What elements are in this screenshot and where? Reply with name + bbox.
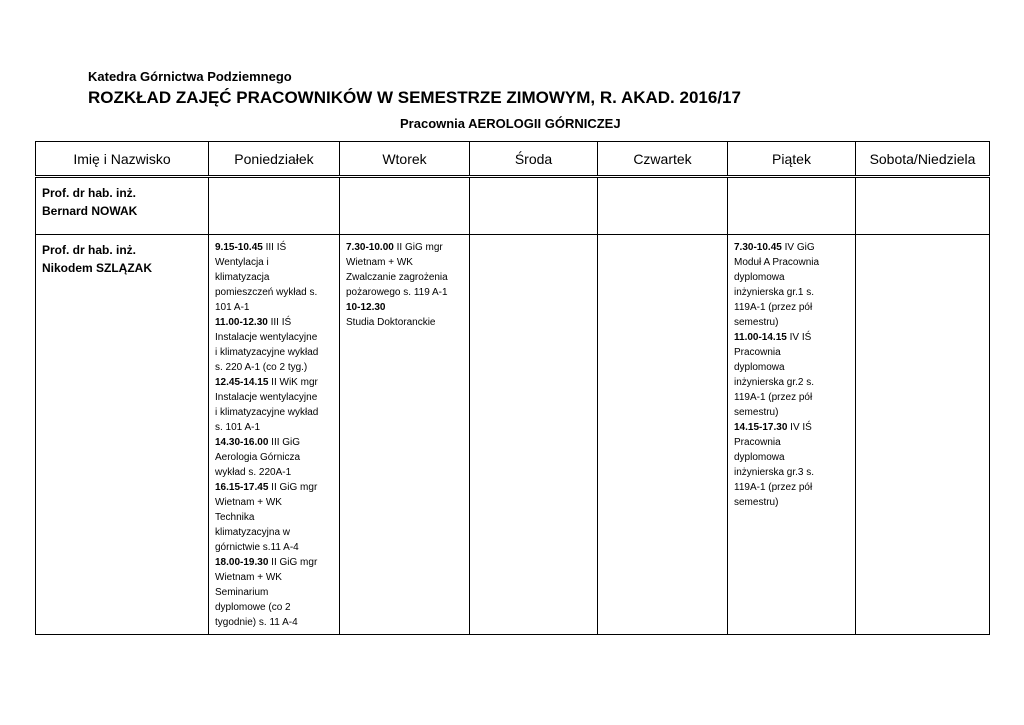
entry-line <box>734 285 850 300</box>
entry-text: III GiG <box>268 437 301 448</box>
entry-text: i klimatyzacyjne wykład <box>215 407 319 418</box>
entry-line <box>215 315 334 330</box>
page-title: ROZKŁAD ZAJĘĆ PRACOWNIKÓW W SEMESTRZE ZIMOWYM, R. AKAD. 2016/17 <box>88 88 741 107</box>
entry-text: 101 A-1 <box>215 302 250 313</box>
day-cell <box>598 177 728 235</box>
entry-line <box>734 390 850 405</box>
entry-line <box>215 345 334 360</box>
schedule-entry <box>734 330 850 420</box>
employee-name-cell <box>36 235 209 635</box>
entry-line <box>734 405 850 420</box>
entry-time: 18.00-19.30 <box>215 557 269 568</box>
day-cell <box>598 235 728 635</box>
entry-line <box>734 360 850 375</box>
entry-time: 11.00-14.15 <box>734 332 787 343</box>
entry-text: s. 220 A-1 (co 2 tyg.) <box>215 362 308 373</box>
entry-line <box>346 285 464 300</box>
day-cell <box>209 177 340 235</box>
entry-line <box>215 450 334 465</box>
schedule-entry <box>215 375 334 435</box>
entry-text: inżynierska gr.2 s. <box>734 377 815 388</box>
day-cell <box>209 235 340 635</box>
entry-text: inżynierska gr.3 s. <box>734 467 815 478</box>
entry-text: klimatyzacyjna w <box>215 527 291 538</box>
entry-text: górnictwie s.11 A-4 <box>215 542 299 553</box>
entry-text: wykład s. 220A-1 <box>215 467 292 478</box>
entry-line <box>734 480 850 495</box>
entry-line <box>215 300 334 315</box>
employee-name: Nikodem SZLĄZAK <box>42 261 153 275</box>
entry-text: Instalacje wentylacyjne <box>215 332 318 343</box>
entry-text: pożarowego s. 119 A-1 <box>346 287 448 298</box>
entry-text: dyplomowa <box>734 272 785 283</box>
employee-title: Prof. dr hab. inż. <box>42 243 137 257</box>
entry-text: Pracownia <box>734 437 781 448</box>
department-name: Katedra Górnictwa Podziemnego <box>88 69 292 84</box>
entry-line <box>215 375 334 390</box>
entry-line <box>215 255 334 270</box>
entry-line <box>215 330 334 345</box>
entry-text: Wentylacja i <box>215 257 269 268</box>
entry-text: dyplomowa <box>734 452 785 463</box>
entry-line <box>215 270 334 285</box>
employee-name: Bernard NOWAK <box>42 204 138 218</box>
entry-text: semestru) <box>734 407 779 418</box>
entry-time: 16.15-17.45 <box>215 482 269 493</box>
entry-text: semestru) <box>734 317 779 328</box>
day-cell <box>856 177 990 235</box>
entry-line <box>734 420 850 435</box>
entry-line <box>215 390 334 405</box>
entry-text: dyplomowa <box>734 362 785 373</box>
entry-line <box>734 255 850 270</box>
column-header-weekend: Sobota/Niedziela <box>856 142 990 177</box>
schedule-entry <box>215 555 334 630</box>
entry-line <box>734 435 850 450</box>
entry-text: klimatyzacja <box>215 272 270 283</box>
entry-line <box>215 480 334 495</box>
entry-line <box>215 555 334 570</box>
entry-time: 10-12.30 <box>346 302 386 313</box>
day-cell <box>728 235 856 635</box>
entry-text: II GiG mgr <box>268 482 318 493</box>
entry-line <box>734 465 850 480</box>
entry-time: 14.15-17.30 <box>734 422 788 433</box>
entry-text: Instalacje wentylacyjne <box>215 392 318 403</box>
entry-time: 7.30-10.45 <box>734 242 782 253</box>
day-cell <box>856 235 990 635</box>
entry-line <box>215 570 334 585</box>
entry-line <box>215 615 334 630</box>
column-header-wednesday: Środa <box>470 142 598 177</box>
entry-text: Pracownia <box>734 347 781 358</box>
day-cell <box>470 235 598 635</box>
entry-time: 9.15-10.45 <box>215 242 263 253</box>
schedule-entry <box>346 240 464 300</box>
entry-line <box>215 585 334 600</box>
column-header-friday: Piątek <box>728 142 856 177</box>
entry-text: IV GiG <box>781 242 815 253</box>
entry-line <box>346 315 464 330</box>
employee-title: Prof. dr hab. inż. <box>42 186 137 200</box>
entry-line <box>734 450 850 465</box>
entry-text: i klimatyzacyjne wykład <box>215 347 319 358</box>
entry-text: Studia Doktoranckie <box>346 317 436 328</box>
entry-line <box>215 360 334 375</box>
entry-text: inżynierska gr.1 s. <box>734 287 815 298</box>
day-cell <box>728 177 856 235</box>
schedule-entry <box>215 435 334 480</box>
entry-text: II WiK mgr <box>268 377 318 388</box>
table-row <box>36 235 990 635</box>
entry-time: 12.45-14.15 <box>215 377 269 388</box>
schedule-entries <box>340 235 469 330</box>
entry-line <box>215 540 334 555</box>
entry-line <box>734 495 850 510</box>
schedule-table <box>35 141 990 635</box>
employee-name-cell <box>36 177 209 235</box>
column-header-thursday: Czwartek <box>598 142 728 177</box>
entry-text: II GiG mgr <box>268 557 318 568</box>
entry-text: dyplomowe (co 2 <box>215 602 291 613</box>
entry-line <box>215 435 334 450</box>
entry-line <box>215 405 334 420</box>
entry-text: Aerologia Górnicza <box>215 452 301 463</box>
day-cell <box>340 235 470 635</box>
entry-line <box>734 345 850 360</box>
entry-text: Technika <box>215 512 255 523</box>
entry-line <box>215 465 334 480</box>
entry-text: IV IŚ <box>786 332 812 343</box>
entry-line <box>346 300 464 315</box>
entry-time: 14.30-16.00 <box>215 437 269 448</box>
entry-text: s. 101 A-1 <box>215 422 261 433</box>
entry-text: Wietnam + WK <box>346 257 413 268</box>
entry-text: Seminarium <box>215 587 269 598</box>
entry-line <box>215 420 334 435</box>
entry-text: 119A-1 (przez pół <box>734 482 813 493</box>
entry-text: pomieszczeń wykład s. <box>215 287 318 298</box>
entry-line <box>734 300 850 315</box>
entry-line <box>734 315 850 330</box>
entry-text: tygodnie) s. 11 A-4 <box>215 617 298 628</box>
entry-line <box>215 285 334 300</box>
schedule-entry <box>215 240 334 315</box>
table-row <box>36 177 990 235</box>
schedule-entry <box>346 300 464 330</box>
day-cell <box>470 177 598 235</box>
entry-time: 11.00-12.30 <box>215 317 268 328</box>
column-header-tuesday: Wtorek <box>340 142 470 177</box>
schedule-entries <box>209 235 339 630</box>
schedule-entry <box>734 240 850 330</box>
entry-line <box>346 255 464 270</box>
entry-text: III IŚ <box>267 317 292 328</box>
schedule-entries <box>728 235 855 510</box>
entry-text: 119A-1 (przez pół <box>734 302 813 313</box>
entry-line <box>215 525 334 540</box>
entry-line <box>734 270 850 285</box>
entry-line <box>215 600 334 615</box>
entry-line <box>346 270 464 285</box>
entry-text: 119A-1 (przez pół <box>734 392 813 403</box>
column-header-monday: Poniedziałek <box>209 142 340 177</box>
header-row <box>36 142 990 177</box>
schedule-entry <box>734 420 850 510</box>
entry-text: Wietnam + WK <box>215 572 282 583</box>
day-cell <box>340 177 470 235</box>
entry-text: Zwalczanie zagrożenia <box>346 272 448 283</box>
column-header-name: Imię i Nazwisko <box>36 142 209 177</box>
entry-line <box>215 495 334 510</box>
entry-line <box>734 375 850 390</box>
entry-text: semestru) <box>734 497 779 508</box>
entry-text: II GiG mgr <box>393 242 443 253</box>
entry-line <box>215 510 334 525</box>
entry-line <box>346 240 464 255</box>
entry-time: 7.30-10.00 <box>346 242 394 253</box>
lab-name: Pracownia AEROLOGII GÓRNICZEJ <box>400 116 621 131</box>
entry-text: III IŚ <box>262 242 287 253</box>
entry-text: Wietnam + WK <box>215 497 282 508</box>
entry-text: IV IŚ <box>787 422 812 433</box>
entry-line <box>734 330 850 345</box>
schedule-entry <box>215 480 334 555</box>
entry-line <box>215 240 334 255</box>
schedule-entry <box>215 315 334 375</box>
entry-text: Moduł A Pracownia <box>734 257 820 268</box>
entry-line <box>734 240 850 255</box>
